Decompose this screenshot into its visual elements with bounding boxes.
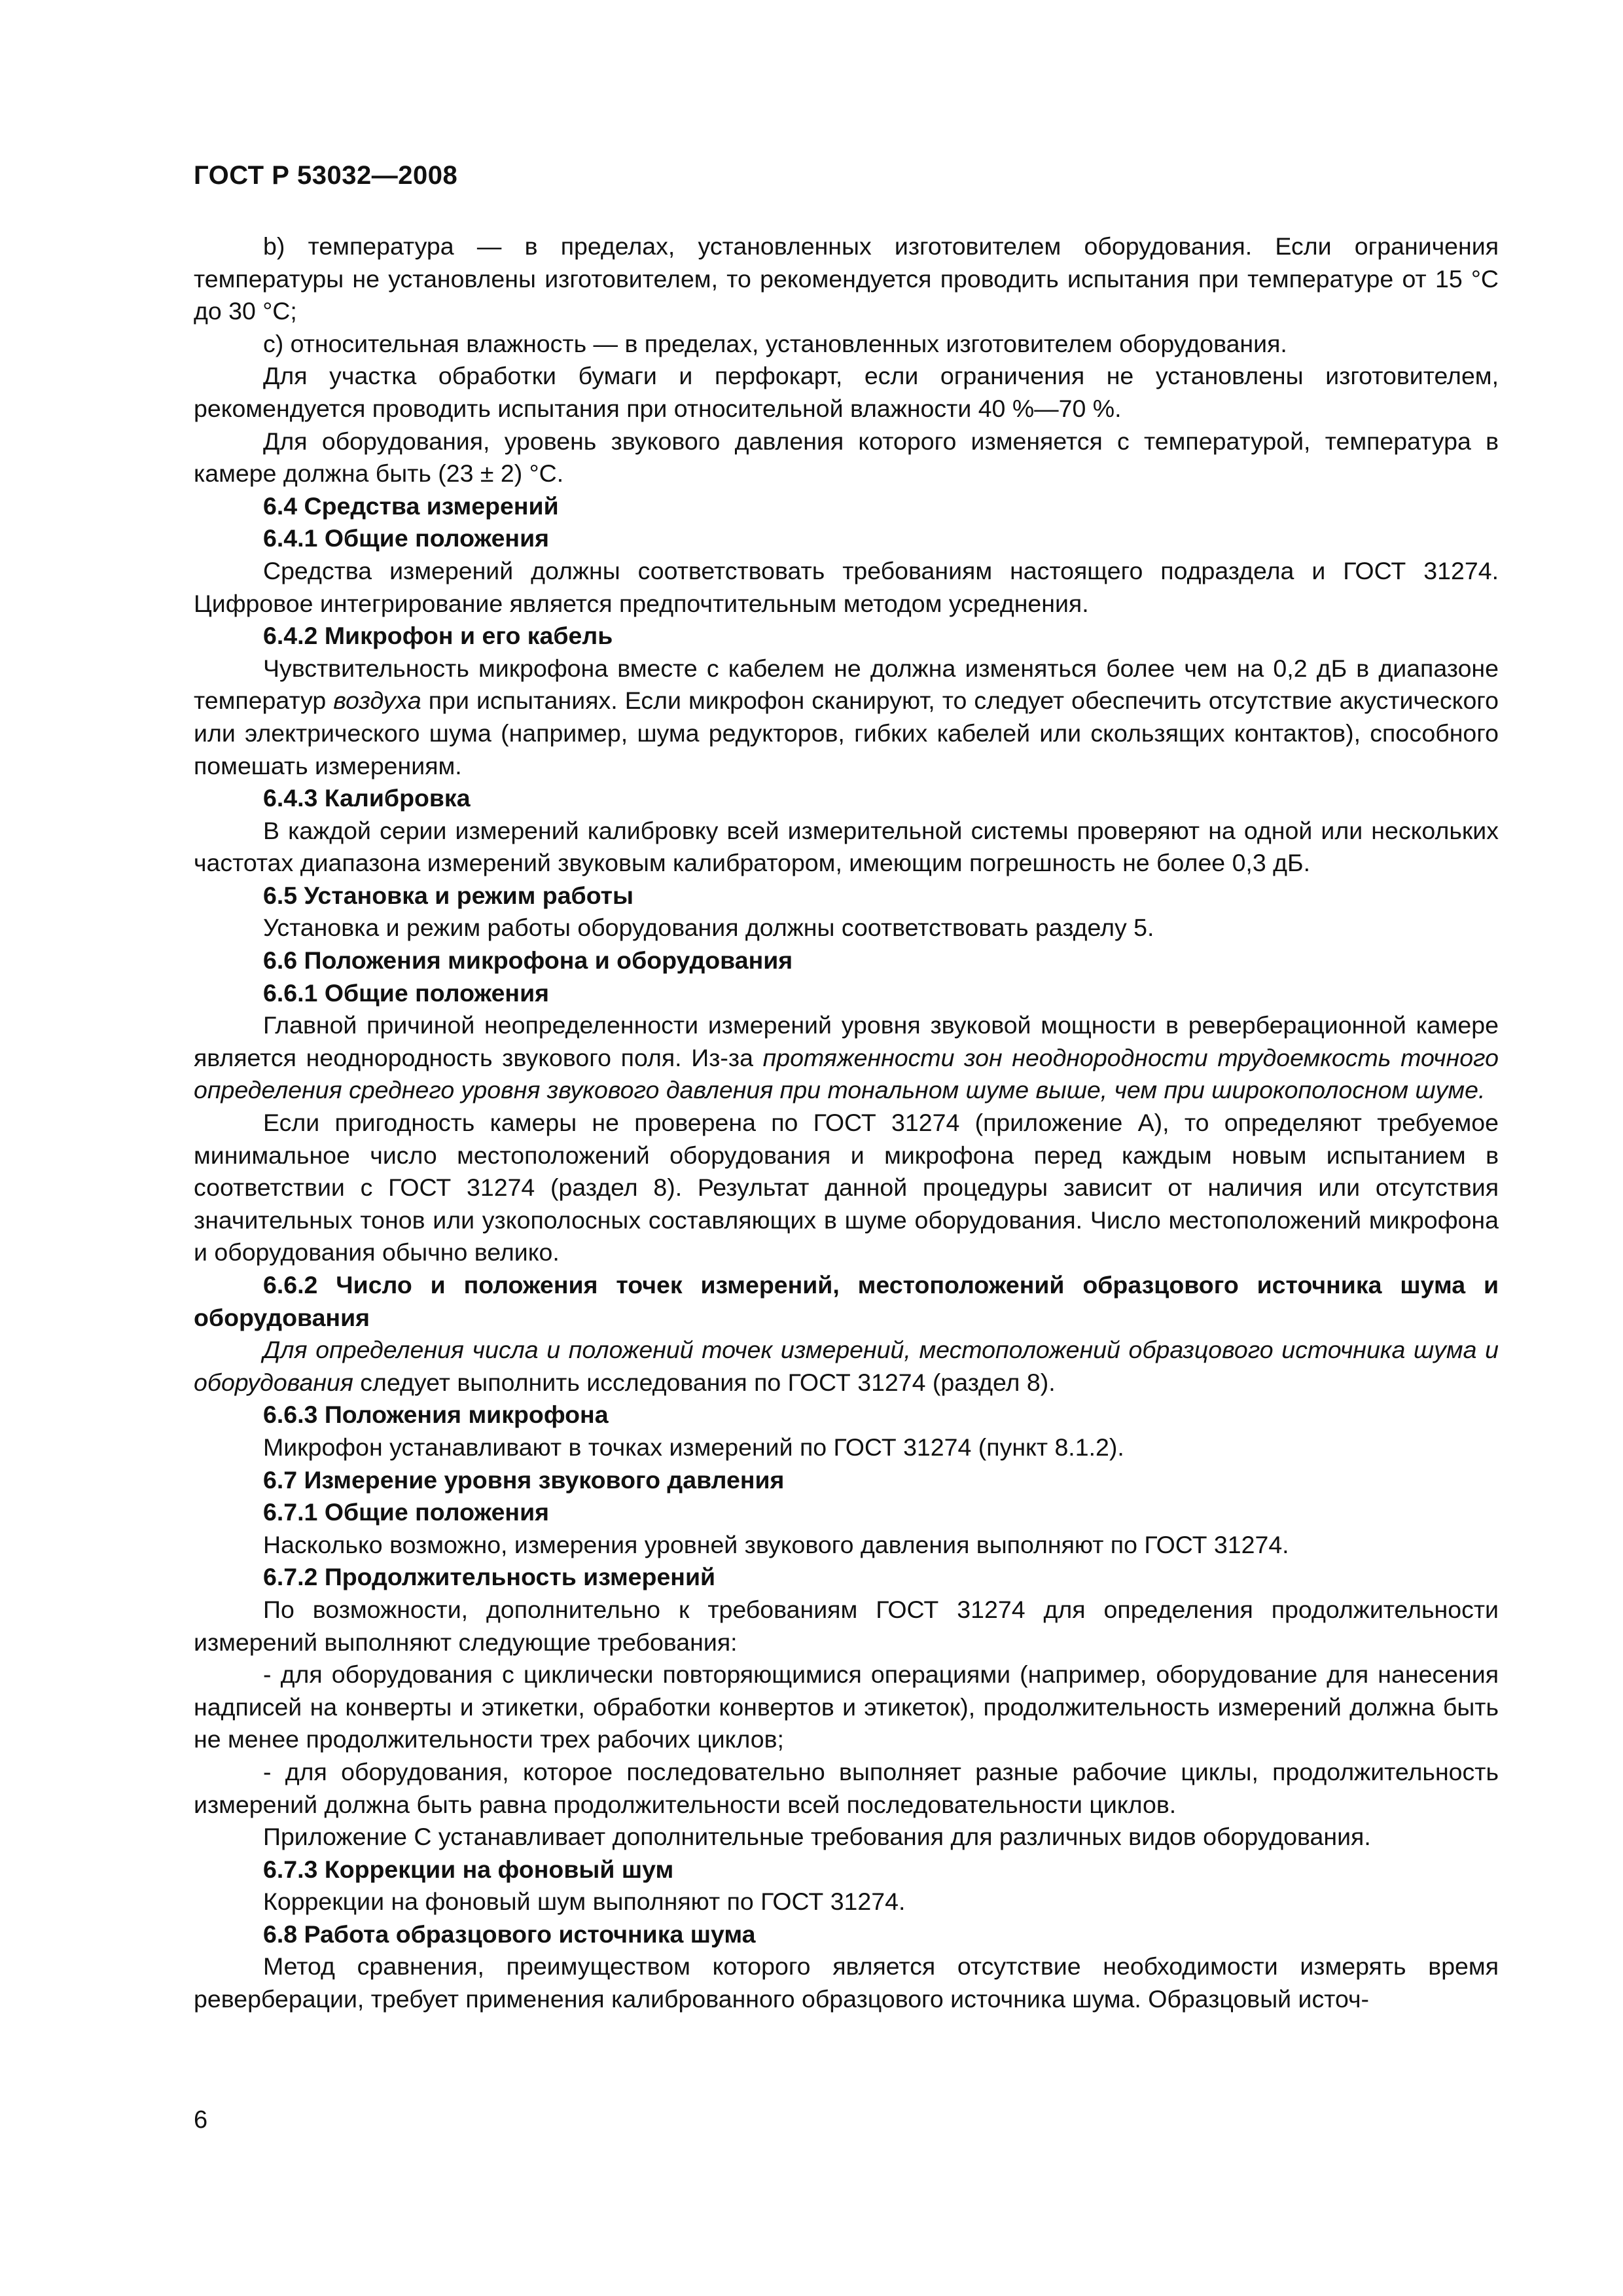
text-run: Главной причиной неопределенности измерений уровня звуковой мощности в реверберационной камере является неоднородность звукового поля. Из-за: [194, 1011, 1499, 1071]
paragraph-chamber-temperature: Для оборудования, уровень звукового давления которого изменяется с температурой, температура в камере должна быть (23 ± 2) °С.: [194, 427, 1499, 488]
page-number: 6: [194, 2106, 208, 2134]
text-run: при испытаниях. Если микрофон сканируют, то следует обеспечить отсутствие акустического или электрического шума (например, шума редукторов, гибких кабелей или скользящих контактов), способного помешать измерениям.: [194, 687, 1499, 780]
paragraph-appendix-c: Приложение С устанавливает дополнительные требования для различных видов оборудования.: [263, 1823, 1371, 1851]
heading-6-7-2: 6.7.2 Продолжительность измерений: [263, 1563, 716, 1591]
text-run-italic: Для определения числа и положений точек измерений, местоположений образцового источника шума и оборудования: [194, 1336, 1499, 1396]
text-run: Чувствительность микрофона вместе с кабелем не должна изменяться более чем на 0,2 дБ в диапазоне температур: [194, 654, 1499, 715]
heading-6-6: 6.6 Положения микрофона и оборудования: [263, 946, 793, 975]
list-item-different-cycles: - для оборудования, которое последовательно выполняет разные рабочие циклы, продолжительность измерений должна быть равна продолжительности всей последовательности циклов.: [194, 1757, 1499, 1818]
text-run-italic: воздуха: [333, 687, 421, 715]
paragraph-chamber-suitability: Если пригодность камеры не проверена по ГОСТ 31274 (приложение А), то определяют требуемое минимальное число местоположений оборудования и микрофона перед каждым новым испытанием в соответствии с ГОСТ 31274 (раздел 8). Результат данной процедуры зависит от наличия или отсутствия значительных тонов или узкополосных составляющих в шуме оборудования. Число местоположений микрофона и оборудования обычно велико.: [194, 1109, 1499, 1266]
paragraph-points-number: [194, 1334, 1499, 1399]
heading-6-7-3: 6.7.3 Коррекции на фоновый шум: [263, 1855, 674, 1883]
paragraph-humidity: с) относительная влажность — в пределах, установленных изготовителем оборудования.: [263, 329, 1287, 357]
paragraph-microphone-positions: Микрофон устанавливают в точках измерений по ГОСТ 31274 (пункт 8.1.2).: [263, 1433, 1124, 1461]
list-item-cyclic-operations: - для оборудования с циклически повторяющимися операциями (например, оборудование для нанесения надписей на конверты и этикетки, обработки конвертов и этикеток), продолжительность измерений должна быть не менее продолжительности трех рабочих циклов;: [194, 1660, 1499, 1753]
paragraph-reference-source: Метод сравнения, преимуществом которого является отсутствие необходимости измерять время реверберации, требует применения калиброванного образцового источника шума. Образцовый источ-: [194, 1952, 1499, 2013]
heading-6-6-2: 6.6.2 Число и положения точек измерений, местоположений образцового источника шума и оборудования: [194, 1271, 1499, 1331]
paragraph-temperature: b) температура — в пределах, установленных изготовителем оборудования. Если ограничения температуры не установлены изготовителем, то рекомендуется проводить испытания при температуре от 15 °С до 30 °С;: [194, 232, 1499, 325]
paragraph-background-noise: Коррекции на фоновый шум выполняют по ГОСТ 31274.: [263, 1888, 906, 1916]
heading-6-4-3: 6.4.3 Калибровка: [263, 784, 471, 812]
paragraph-sound-pressure-levels: Насколько возможно, измерения уровней звукового давления выполняют по ГОСТ 31274.: [263, 1530, 1289, 1558]
heading-6-4-2: 6.4.2 Микрофон и его кабель: [263, 622, 613, 650]
heading-6-5: 6.5 Установка и режим работы: [263, 881, 634, 909]
document-header: ГОСТ Р 53032—2008: [194, 161, 458, 190]
text-run: следует выполнить исследования по ГОСТ 31274 (раздел 8).: [353, 1368, 1056, 1396]
paragraph-measurement-means: Средства измерений должны соответствовать требованиям настоящего подраздела и ГОСТ 31274. Цифровое интегрирование является предпочтительным методом усреднения.: [194, 556, 1499, 617]
paragraph-paper-humidity: Для участка обработки бумаги и перфокарт, если ограничения не установлены изготовителем, рекомендуется проводить испытания при относительной влажности 40 %—70 %.: [194, 362, 1499, 422]
heading-6-8: 6.8 Работа образцового источника шума: [263, 1920, 756, 1948]
text-run-italic: протяженности зон неоднородности трудоемкость точного определения среднего уровня звукового давления при тональном шуме выше, чем при широкополосном шуме.: [194, 1043, 1499, 1104]
paragraph-calibration: В каждой серии измерений калибровку всей измерительной системы проверяют на одной или нескольких частотах диапазона измерений звуковым калибратором, имеющим погрешность не более 0,3 дБ.: [194, 816, 1499, 877]
heading-6-6-3: 6.6.3 Положения микрофона: [263, 1401, 609, 1429]
document-body: [194, 230, 1499, 2016]
paragraph-uncertainty-cause: [194, 1009, 1499, 1107]
heading-6-6-1: 6.6.1 Общие положения: [263, 978, 550, 1007]
paragraph-installation: Установка и режим работы оборудования должны соответствовать разделу 5.: [263, 914, 1154, 942]
paragraph-duration-intro: По возможности, дополнительно к требованиям ГОСТ 31274 для определения продолжительности измерений выполняют следующие требования:: [194, 1595, 1499, 1656]
heading-6-7-1: 6.7.1 Общие положения: [263, 1498, 550, 1526]
heading-6-7: 6.7 Измерение уровня звукового давления: [263, 1465, 785, 1494]
heading-6-4: 6.4 Средства измерений: [263, 492, 559, 520]
paragraph-microphone-cable: [194, 653, 1499, 782]
heading-6-4-1: 6.4.1 Общие положения: [263, 524, 550, 552]
